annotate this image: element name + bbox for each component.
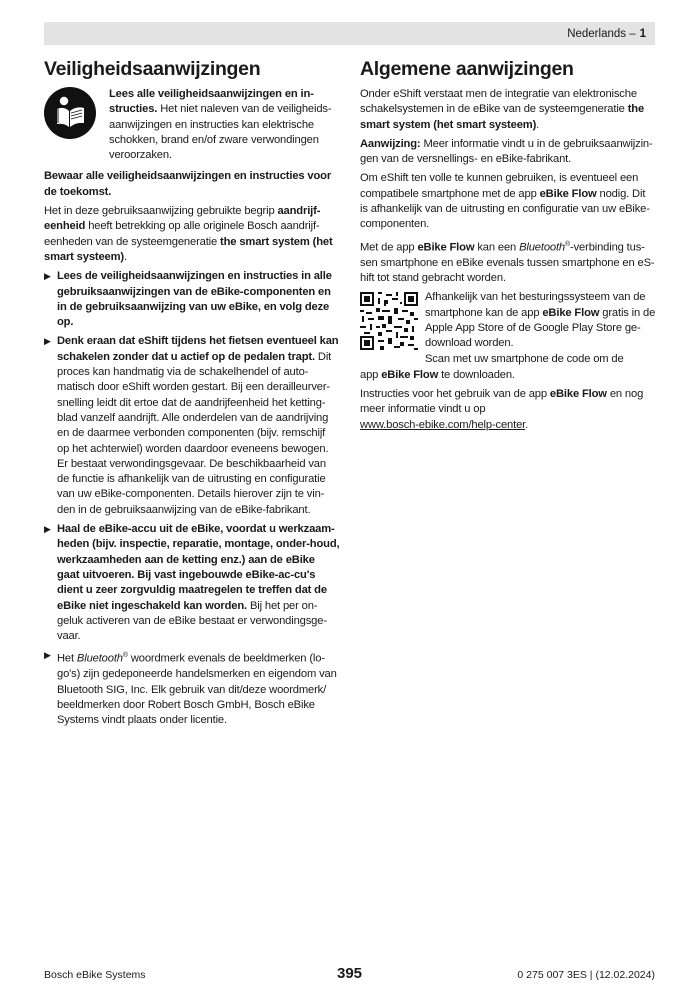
header-page-number: 1	[639, 27, 646, 40]
bluetooth-text-a: Het	[57, 653, 77, 666]
qr-block	[360, 290, 656, 351]
term-text-a: Het in deze gebruiksaanwijzing gebruikte begrip	[44, 205, 278, 218]
help-center-link[interactable]: www.bosch-ebike.com/help-center	[360, 418, 526, 431]
bullet-text	[57, 334, 340, 518]
p6-text-d: te downloaden.	[438, 368, 515, 381]
p5-text-a: Afhankelijk van het besturingssysteem van de smartphone kan de app	[425, 291, 646, 319]
note-paragraph	[360, 137, 656, 168]
p3-text-c: nodig. Dit is afhankelijk van de uitrusting en configuratie van uw eBike-componenten.	[360, 187, 650, 231]
bullet-marker: ▶	[44, 650, 51, 661]
bullet-text	[57, 648, 340, 728]
drive-unit-definition	[44, 204, 340, 265]
page-header-bar	[44, 22, 655, 45]
term-text-e: .	[124, 250, 127, 263]
p4-text-d: -verbinding tus-sen smartphone en eBike evenals tussen smartphone en eS-hift tot stand gebracht worden.	[360, 241, 655, 284]
bullet-body: Bij het per on-geluk activeren van de eBike bestaat er verwondingsge-vaar.	[57, 599, 327, 643]
p5-text-c: gratis in de Apple App Store of de Google Play Store ge-download worden.	[425, 306, 656, 350]
bluetooth-paragraph	[360, 237, 656, 287]
intro-end: .	[536, 118, 540, 131]
scan-line: Scan met uw smartphone de code om de	[425, 353, 624, 366]
help-paragraph	[360, 387, 656, 433]
warning-block	[44, 87, 340, 163]
left-column	[44, 55, 340, 733]
warning-bold: Lees alle veiligheidsaanwijzingen en in-structies.	[109, 88, 314, 116]
bullet-text	[57, 522, 340, 644]
bullet-item	[44, 334, 340, 518]
read-manual-icon	[44, 87, 96, 139]
note-text: Meer informatie vindt u in de gebruiksaanwijzin-gen van de versnellings- en eBike-fabrikant.	[360, 137, 653, 166]
qr-code-icon[interactable]	[360, 292, 418, 350]
term-bold-b: aandrijf-eenheid	[44, 205, 321, 233]
p4-registered-mark: ®	[565, 240, 571, 248]
p7-app-name: eBike Flow	[549, 388, 607, 401]
note-label: Aanwijzing:	[360, 137, 421, 150]
registered-mark: ®	[122, 652, 128, 660]
warning-body: Het niet naleven van de veiligheids-aanwijzingen en instructies kan elektrische schokken, brand en/of zware verwondingen veroorzaken.	[109, 103, 332, 162]
p3-app-name: eBike Flow	[539, 187, 597, 200]
p4-bluetooth-italic: Bluetooth	[519, 241, 566, 254]
bullet-marker: ▶	[44, 336, 51, 347]
p7-text-a: Instructies voor het gebruik van de app	[360, 388, 550, 401]
p7-end: .	[525, 418, 529, 431]
bullet-bold: Haal de eBike-accu uit de eBike, voordat u werkzaam-heden (bijv. inspectie, reparatie, montage, onder-houd, werkzaamheden aan de ketting enz.) aan de eBike gaat uitvoeren. Bij vast ingebouwde eBike-ac-cu's dient u zeer zorgvuldig maatregelen te treffen dat de eBike niet ingeschakeld kan worden.	[57, 523, 340, 612]
bluetooth-text-b: woordmerk evenals de beeldmerken (lo-go's) zijn gedeponeerde handelsmerken en eigendom van Bluetooth SIG, Inc. Elk gebruik van dit/deze woordmerk/ beeldmerken door Robert Bosch GmbH, Bosch eBike Systems vindt plaats onder licentie.	[57, 653, 337, 727]
term-bold-d: the smart system (het smart systeem)	[44, 235, 333, 263]
bullet-body: Dit proces kan handmatig via de schakelhendel of auto-matisch door eShift worden gestart. Bij een derailleurver-snelling leidt dit ertoe dat de aandrijfeenheid het ketting-blad vanzelf aandrijft. Alle onderdelen van de aandrijving en de daarmee verbonden componenten (bijv. remschijf op het achterwiel) worden daardoor eveneens bewogen. Er bestaat verwondingsgevaar. De beschikbaarheid van de functie is afhankelijk van de uitrusting en configuratie van uw eBike-componenten. Details hierover zijn te vin-den in de gebruiksaanwijzing van de eBike-fabrikant.	[57, 350, 332, 516]
footer-page-number: 395	[337, 965, 363, 982]
term-text-c: heeft betrekking op alle originele Bosch aandrijf-eenheden van de systeemgeneratie	[44, 220, 320, 248]
scan-line-2	[360, 368, 656, 383]
p3-text-a: Om eShift ten volle te kunnen gebruiken, is eventueel een compatibele smartphone met de app	[360, 172, 639, 200]
eshift-intro	[360, 87, 656, 133]
bullet-marker: ▶	[44, 524, 51, 535]
header-language: Nederlands –	[567, 27, 636, 40]
intro-text: Onder eShift verstaat men de integratie van elektronische schakelsystemen in de eBike van de systeemgeneratie	[360, 88, 637, 116]
page-footer	[44, 965, 655, 982]
p5-app-name: eBike Flow	[542, 306, 600, 319]
p4-text-a: Met de app	[360, 241, 418, 254]
footer-document-id: 0 275 007 3ES | (12.02.2024)	[517, 969, 655, 981]
p4-app-name: eBike Flow	[417, 241, 475, 254]
bullet-bold: Denk eraan dat eShift tijdens het fietsen eventueel kan schakelen zonder dat u actief op de pedalen trapt.	[57, 335, 339, 363]
footer-company: Bosch eBike Systems	[44, 969, 146, 981]
bluetooth-italic: Bluetooth	[76, 653, 123, 666]
bullet-marker: ▶	[44, 271, 51, 282]
p6-text-b: app	[360, 368, 382, 381]
safety-title: Veiligheidsaanwijzingen	[44, 58, 261, 80]
smartphone-paragraph	[360, 171, 656, 232]
intro-bold: the smart system (het smart systeem)	[360, 103, 645, 131]
bullet-item	[44, 648, 340, 728]
p6-app-name: eBike Flow	[381, 368, 439, 381]
bullet-item	[44, 522, 340, 644]
bullet-item	[44, 269, 340, 330]
warning-text	[109, 87, 340, 163]
p7-text-c: en nog meer informatie vindt u op	[360, 388, 644, 416]
p4-text-c: kan een	[474, 241, 520, 254]
general-title: Algemene aanwijzingen	[360, 58, 574, 80]
keep-instructions: Bewaar alle veiligheidsaanwijzingen en instructies voor de toekomst.	[44, 170, 332, 198]
right-column	[360, 55, 656, 437]
app-store-text	[425, 290, 656, 351]
bullet-text: Lees de veiligheidsaanwijzingen en instructies in alle gebruiksaanwijzingen van de eBike-componenten en in de gebruiksaanwijzing van uw eBike, en volg deze op.	[57, 270, 332, 329]
